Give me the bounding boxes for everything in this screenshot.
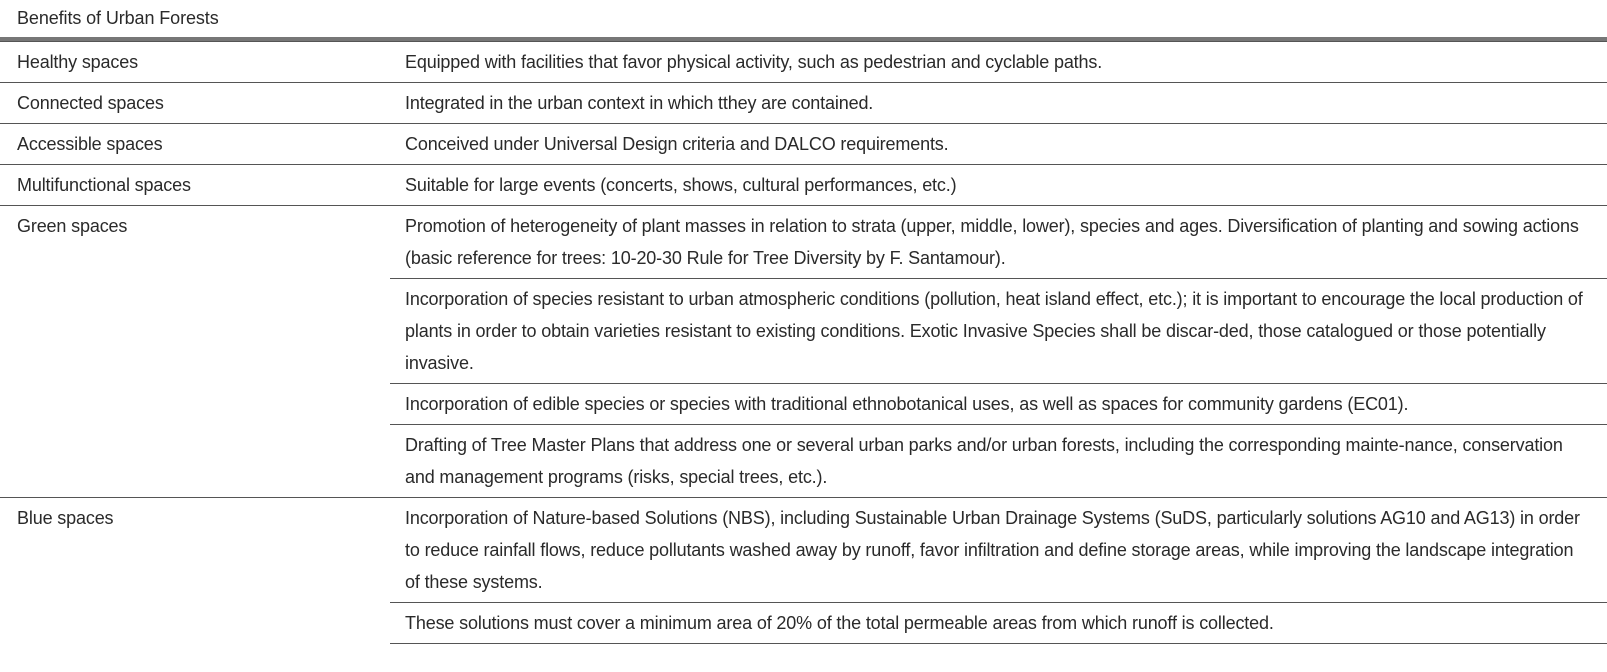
description-cell: Conceived under Universal Design criteria and DALCO requirements.: [390, 124, 1607, 165]
category-cell: Healthy spaces: [0, 42, 390, 83]
table-row: [0, 42, 1607, 83]
description-cell: Equipped with facilities that favor physical activity, such as pedestrian and cyclable paths.: [390, 42, 1607, 83]
description-cell: Incorporation of species resistant to urban atmospheric conditions (pollution, heat island effect, etc.); it is important to encourage the local production of plants in order to obtain varieties resistant to existing conditions. Exotic Invasive Species shall be discar-ded, those catalogued or those potentially invasive.: [390, 279, 1607, 384]
description-cell: Integrated in the urban context in which tthey are contained.: [390, 83, 1607, 124]
table-row: [0, 498, 1607, 603]
table-caption: Benefits of Urban Forests: [17, 8, 219, 28]
description-cell: These solutions must cover a minimum area of 20% of the total permeable areas from which runoff is collected.: [390, 603, 1607, 644]
category-cell: Accessible spaces: [0, 124, 390, 165]
category-cell: Connected spaces: [0, 83, 390, 124]
table-row: [0, 165, 1607, 206]
description-cell: Drafting of Tree Master Plans that address one or several urban parks and/or urban forests, including the corresponding mainte-nance, conservation and management programs (risks, special trees, etc.).: [390, 425, 1607, 498]
benefits-table: [0, 41, 1607, 644]
category-cell: Multifunctional spaces: [0, 165, 390, 206]
description-cell: Suitable for large events (concerts, shows, cultural performances, etc.): [390, 165, 1607, 206]
table-row: [0, 206, 1607, 279]
description-cell: Incorporation of edible species or species with traditional ethnobotanical uses, as well as spaces for community gardens (EC01).: [390, 384, 1607, 425]
table-row: [0, 124, 1607, 165]
table-row: [0, 83, 1607, 124]
description-cell: Promotion of heterogeneity of plant masses in relation to strata (upper, middle, lower), species and ages. Diversification of planting and sowing actions (basic reference for trees: 10-20-30 Rule for Tree Diversity by F. Santamour).: [390, 206, 1607, 279]
category-cell: Green spaces: [0, 206, 390, 498]
category-cell: Blue spaces: [0, 498, 390, 644]
description-cell: Incorporation of Nature-based Solutions (NBS), including Sustainable Urban Drainage Systems (SuDS, particularly solutions AG10 and AG13) in order to reduce rainfall flows, reduce pollutants washed away by runoff, favor infiltration and define storage areas, while improving the landscape integration of these systems.: [390, 498, 1607, 603]
